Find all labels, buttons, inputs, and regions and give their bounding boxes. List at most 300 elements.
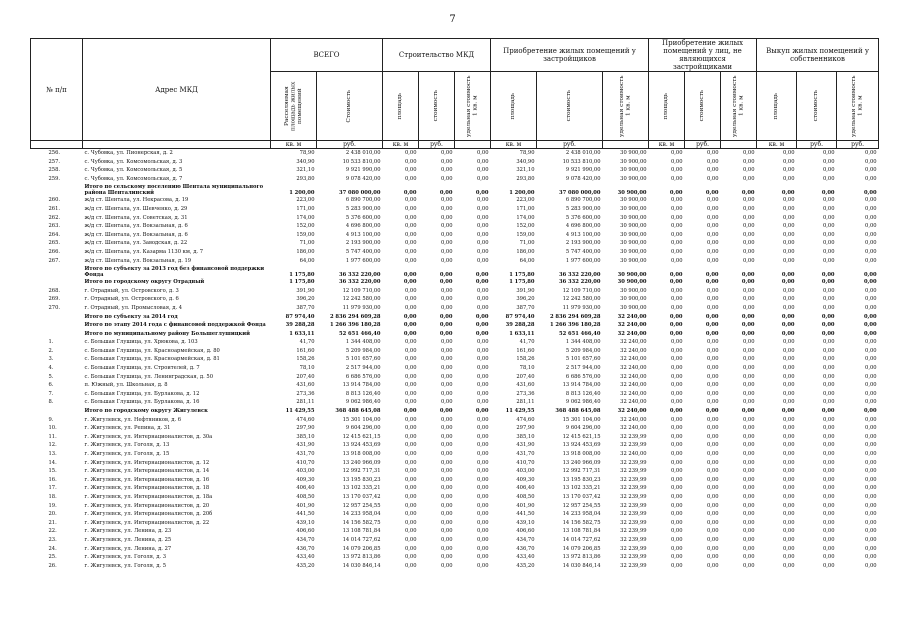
- row-value: 0,00: [742, 485, 755, 492]
- row-address: с. Большая Глушица, ул. Бурлакова, д. 12: [84, 390, 200, 397]
- row-value: 0,00: [670, 554, 683, 561]
- row-value: 0,00: [440, 296, 453, 303]
- row-value: 2 438 010,00: [565, 150, 601, 156]
- row-address: г. Жигулевск, ул. Интернационалистов, д. 12: [84, 459, 210, 466]
- row-value: 0,00: [476, 158, 489, 165]
- row-value: 161,60: [516, 347, 535, 354]
- row-value: 0,00: [822, 158, 835, 165]
- row-value: 0,00: [865, 493, 877, 500]
- row-number: 270.: [48, 304, 61, 311]
- row-value: 273,36: [296, 390, 315, 397]
- row-value: 1 266 396 180,28: [329, 322, 381, 329]
- row-value: 0,00: [782, 240, 795, 247]
- row-value: 0,00: [822, 197, 835, 204]
- row-value: 0,00: [440, 433, 453, 440]
- table-row: [31, 450, 879, 459]
- row-value: 409,30: [516, 476, 535, 483]
- row-value: 5 101 657,60: [565, 356, 601, 363]
- row-value: 0,00: [865, 197, 877, 204]
- row-value: 0,00: [863, 190, 877, 197]
- row-value: 0,00: [440, 248, 453, 255]
- row-value: 0,00: [670, 416, 683, 423]
- row-value: 0,00: [440, 167, 453, 174]
- row-value: 87 974,40: [505, 313, 535, 320]
- row-value: 0,00: [865, 442, 877, 449]
- row-value: 0,00: [670, 519, 683, 526]
- table-body: [31, 149, 879, 571]
- row-value: 0,00: [440, 399, 453, 406]
- row-value: 13 195 830,23: [342, 476, 381, 483]
- row-value: 433,40: [296, 554, 315, 561]
- row-value: 14 014 727,62: [342, 536, 381, 543]
- row-address: с. Большая Глушица, ул. Хрюкова, д. 103: [84, 339, 198, 346]
- row-value: 11 429,55: [505, 408, 535, 415]
- row-value: 0,00: [782, 451, 795, 457]
- row-value: 368 488 645,08: [555, 408, 601, 415]
- row-value: 0,00: [822, 175, 835, 182]
- row-value: 152,00: [296, 223, 315, 230]
- row-value: 32 239,99: [620, 519, 647, 526]
- row-address: г. Отрадный, ул. Промысловая, д. 4: [84, 304, 183, 311]
- row-value: 0,00: [403, 313, 417, 320]
- row-number: 267.: [48, 257, 61, 264]
- row-value: 32 240,00: [620, 339, 647, 346]
- row-value: 0,00: [822, 554, 835, 561]
- row-value: 37 080 000,00: [339, 190, 381, 197]
- row-value: 0,00: [476, 562, 489, 569]
- row-value: 32 240,00: [620, 347, 647, 354]
- row-value: 0,00: [863, 408, 877, 415]
- row-value: 0,00: [822, 476, 835, 483]
- row-value: 406,60: [516, 528, 535, 535]
- row-value: 0,00: [706, 485, 719, 492]
- row-value: 0,00: [822, 485, 835, 492]
- row-value: 10 533 810,00: [342, 158, 381, 165]
- header-subcolumn-label: площадь: [773, 92, 780, 120]
- row-value: 87 974,40: [285, 313, 315, 320]
- table-row: [31, 175, 879, 184]
- row-value: 9 921 990,00: [565, 167, 601, 174]
- row-value: 0,00: [706, 459, 719, 466]
- row-value: 0,00: [706, 257, 719, 264]
- row-value: 436,70: [296, 545, 315, 552]
- row-value: 1 977 600,00: [565, 257, 601, 264]
- row-value: 0,00: [705, 322, 719, 329]
- row-value: 0,00: [742, 451, 755, 457]
- row-value: 0,00: [475, 322, 489, 329]
- row-value: 52 651 466,40: [559, 330, 601, 337]
- row-value: 0,00: [822, 536, 835, 543]
- row-number: 9.: [48, 416, 54, 423]
- row-value: 0,00: [822, 519, 835, 526]
- row-value: 0,00: [706, 223, 719, 230]
- row-number: 12.: [48, 442, 57, 449]
- table-row: [31, 381, 879, 390]
- row-value: 30 900,00: [620, 205, 647, 212]
- row-value: 0,00: [706, 502, 719, 509]
- row-value: 0,00: [440, 257, 453, 264]
- row-value: 0,00: [865, 433, 877, 440]
- row-value: 0,00: [670, 511, 683, 518]
- row-value: 0,00: [822, 399, 835, 406]
- row-value: 0,00: [670, 468, 683, 475]
- row-value: 0,00: [706, 476, 719, 483]
- row-value: 0,00: [822, 296, 835, 303]
- row-value: 0,00: [742, 214, 755, 221]
- row-number: 15.: [48, 468, 57, 475]
- row-value: 0,00: [670, 528, 683, 535]
- row-value: 0,00: [822, 382, 835, 389]
- row-value: 0,00: [706, 304, 719, 311]
- row-address: с. Чубовка, ул. Пионерская, д. 2: [84, 150, 173, 156]
- row-value: 0,00: [440, 451, 453, 457]
- row-number: 257.: [48, 158, 61, 165]
- row-value: 0,00: [670, 197, 683, 204]
- table-row: [31, 416, 879, 425]
- row-value: 0,00: [822, 214, 835, 221]
- row-value: 0,00: [476, 356, 489, 363]
- row-value: 0,00: [403, 279, 417, 286]
- row-value: 0,00: [705, 190, 719, 197]
- row-value: 0,00: [742, 382, 755, 389]
- row-value: 0,00: [670, 390, 683, 397]
- row-value: 32 240,00: [620, 416, 647, 423]
- row-value: 32 239,99: [620, 528, 647, 535]
- header-unit: руб.: [685, 141, 721, 149]
- row-value: 387,70: [516, 304, 535, 311]
- row-value: 431,60: [516, 382, 535, 389]
- row-value: 0,00: [782, 231, 795, 238]
- row-value: 1 344 408,00: [345, 339, 381, 346]
- table-row: [31, 510, 879, 519]
- row-value: 0,00: [865, 240, 877, 247]
- row-value: 2 438 010,00: [345, 150, 381, 156]
- row-value: 0,00: [822, 390, 835, 397]
- row-value: 0,00: [670, 304, 683, 311]
- row-value: 0,00: [440, 536, 453, 543]
- row-value: 0,00: [476, 459, 489, 466]
- row-address: ж/д ст. Шентала, ул. Шевченко, д. 29: [84, 205, 188, 212]
- row-value: 9 078 420,00: [345, 175, 381, 182]
- row-value: 158,26: [296, 356, 315, 363]
- row-value: 0,00: [742, 545, 755, 552]
- row-value: 0,00: [865, 554, 877, 561]
- row-value: 0,00: [782, 304, 795, 311]
- row-address: г. Жигулевск, ул. Интернационалистов, д. 22: [84, 519, 210, 526]
- row-number: 259.: [48, 175, 61, 182]
- row-value: 13 102 335,21: [562, 485, 601, 492]
- row-value: 0,00: [440, 347, 453, 354]
- row-value: 0,00: [404, 296, 417, 303]
- row-value: 32 239,99: [620, 433, 647, 440]
- row-value: 0,00: [404, 442, 417, 449]
- row-value: 0,00: [670, 167, 683, 174]
- row-value: 0,00: [404, 373, 417, 380]
- row-value: 0,00: [475, 408, 489, 415]
- row-value: 0,00: [822, 257, 835, 264]
- row-value: 0,00: [706, 493, 719, 500]
- row-value: 0,00: [865, 356, 877, 363]
- row-value: 159,00: [296, 231, 315, 238]
- row-value: 174,00: [516, 214, 535, 221]
- row-value: 5 283 900,00: [565, 205, 601, 212]
- row-value: 171,00: [296, 205, 315, 212]
- row-value: 0,00: [741, 272, 755, 279]
- row-value: 0,00: [742, 476, 755, 483]
- row-value: 0,00: [670, 373, 683, 380]
- header-subcolumn-label: стоимость: [699, 90, 706, 122]
- row-value: 6 890 700,00: [345, 197, 381, 204]
- row-value: 0,00: [706, 296, 719, 303]
- row-value: 0,00: [706, 468, 719, 475]
- row-value: 71,00: [519, 240, 535, 247]
- table-subtotal-row: [31, 265, 879, 278]
- row-value: 0,00: [440, 304, 453, 311]
- row-value: 12 992 717,31: [562, 468, 601, 475]
- row-value: 2 836 294 609,28: [549, 313, 601, 320]
- row-value: 436,70: [516, 545, 535, 552]
- row-value: 0,00: [476, 373, 489, 380]
- table-row: [31, 424, 879, 433]
- row-value: 0,00: [821, 279, 835, 286]
- row-value: 0,00: [782, 528, 795, 535]
- row-value: 30 900,00: [620, 231, 647, 238]
- row-value: 0,00: [781, 330, 795, 337]
- row-address: ж/д ст. Шентала, ул. Некрасова, д. 19: [84, 197, 189, 204]
- row-value: 0,00: [782, 347, 795, 354]
- row-value: 408,50: [296, 493, 315, 500]
- header-subcolumn: [419, 72, 455, 141]
- row-value: 13 102 335,21: [342, 485, 381, 492]
- row-address: с. Большая Глушица, ул. Бурлакова, д. 16: [84, 399, 200, 406]
- row-value: 32 239,99: [620, 511, 647, 518]
- row-value: 41,70: [519, 339, 535, 346]
- row-value: 1 175,80: [509, 279, 535, 286]
- row-value: 32 239,99: [620, 493, 647, 500]
- table-subtotal-row: [31, 330, 879, 339]
- row-value: 0,00: [706, 167, 719, 174]
- row-value: 0,00: [822, 167, 835, 174]
- row-value: 0,00: [865, 390, 877, 397]
- row-value: 0,00: [782, 536, 795, 543]
- row-value: 0,00: [742, 205, 755, 212]
- row-value: 340,90: [516, 158, 535, 165]
- row-value: 0,00: [822, 528, 835, 535]
- row-value: 0,00: [782, 554, 795, 561]
- row-value: 0,00: [782, 459, 795, 466]
- row-value: 0,00: [822, 287, 835, 294]
- row-value: 0,00: [706, 205, 719, 212]
- row-value: 0,00: [741, 313, 755, 320]
- row-value: 0,00: [822, 433, 835, 440]
- row-value: 0,00: [782, 356, 795, 363]
- row-value: 0,00: [865, 502, 877, 509]
- row-value: 159,00: [516, 231, 535, 238]
- table-row: [31, 476, 879, 485]
- row-value: 13 240 966,09: [562, 459, 601, 466]
- row-value: 0,00: [742, 158, 755, 165]
- row-value: 0,00: [475, 272, 489, 279]
- row-address: Итого по городскому округу Жигулевск: [84, 408, 208, 415]
- row-value: 0,00: [476, 205, 489, 212]
- row-value: 15 301 104,00: [562, 416, 601, 423]
- row-value: 0,00: [476, 347, 489, 354]
- row-value: 0,00: [781, 190, 795, 197]
- row-value: 0,00: [439, 313, 453, 320]
- row-value: 0,00: [741, 322, 755, 329]
- header-unit: руб.: [317, 141, 383, 149]
- row-number: 24.: [48, 545, 57, 552]
- row-value: 0,00: [706, 347, 719, 354]
- row-value: 0,00: [440, 493, 453, 500]
- row-value: 0,00: [404, 459, 417, 466]
- row-value: 433,40: [516, 554, 535, 561]
- row-value: 0,00: [670, 296, 683, 303]
- row-value: 0,00: [440, 442, 453, 449]
- table-row: [31, 519, 879, 528]
- row-value: 0,00: [865, 214, 877, 221]
- row-value: 0,00: [782, 197, 795, 204]
- row-value: 0,00: [440, 175, 453, 182]
- row-value: 13 924 453,69: [562, 442, 601, 449]
- table-row: [31, 231, 879, 240]
- row-value: 0,00: [742, 554, 755, 561]
- row-value: 368 488 645,08: [335, 408, 381, 415]
- row-value: 0,00: [741, 190, 755, 197]
- row-value: 321,10: [516, 167, 535, 174]
- row-value: 30 900,00: [620, 197, 647, 204]
- row-value: 223,00: [296, 197, 315, 204]
- table-row: [31, 222, 879, 231]
- row-number: 6.: [48, 382, 54, 389]
- row-value: 0,00: [863, 322, 877, 329]
- row-value: 0,00: [782, 416, 795, 423]
- row-value: 0,00: [865, 287, 877, 294]
- header-unit: [455, 141, 491, 149]
- row-value: 14 030 846,14: [342, 562, 381, 569]
- row-address: Итого по субъекту за 2014 год: [84, 313, 178, 320]
- row-value: 0,00: [865, 459, 877, 466]
- page-number: 7: [449, 14, 456, 25]
- row-value: 161,60: [296, 347, 315, 354]
- row-value: 0,00: [439, 330, 453, 337]
- row-value: 0,00: [475, 279, 489, 286]
- row-value: 0,00: [476, 390, 489, 397]
- row-value: 0,00: [742, 425, 755, 432]
- header-unit: кв. м: [491, 141, 537, 149]
- row-value: 0,00: [404, 365, 417, 372]
- row-value: 14 156 582,75: [562, 519, 601, 526]
- row-value: 0,00: [822, 416, 835, 423]
- row-number: 26.: [48, 562, 57, 569]
- housing-table: [30, 38, 879, 570]
- row-address: Итого по этапу 2014 года с финансовой поддержкой Фонда: [84, 322, 266, 329]
- header-subcolumn: [603, 72, 649, 141]
- row-value: 0,00: [476, 536, 489, 543]
- row-value: 0,00: [440, 231, 453, 238]
- row-value: 71,00: [299, 240, 315, 247]
- row-number: 269.: [48, 296, 61, 303]
- row-value: 0,00: [782, 519, 795, 526]
- row-address: Итого по городскому округу Отрадный: [84, 279, 205, 286]
- row-value: 0,00: [404, 158, 417, 165]
- row-address: г. Жигулевск, ул. Гоголя, д. 13: [84, 442, 170, 449]
- row-value: 0,00: [403, 272, 417, 279]
- row-value: 0,00: [404, 390, 417, 397]
- row-address: Итого по сельскому поселению Шентала муниципального района Шенталинский: [84, 183, 264, 196]
- row-value: 32 239,99: [620, 442, 647, 449]
- row-value: 0,00: [476, 468, 489, 475]
- row-number: [31, 330, 83, 339]
- row-value: 0,00: [475, 313, 489, 320]
- row-value: 0,00: [404, 223, 417, 230]
- row-value: 4 913 100,00: [565, 231, 601, 238]
- row-value: 0,00: [865, 175, 877, 182]
- row-value: 13 924 453,69: [342, 442, 381, 449]
- row-number: 3.: [48, 356, 54, 363]
- row-address: г. Жигулевск, ул. Интернационалистов, д. 30а: [84, 433, 213, 440]
- row-value: 0,00: [782, 511, 795, 518]
- row-value: 0,00: [670, 536, 683, 543]
- row-value: 0,00: [670, 158, 683, 165]
- row-value: 0,00: [669, 330, 683, 337]
- row-value: 0,00: [440, 205, 453, 212]
- row-number: 2.: [48, 347, 54, 354]
- table-row: [31, 433, 879, 442]
- row-value: 0,00: [742, 390, 755, 397]
- row-value: 0,00: [742, 223, 755, 230]
- row-address: ж/д ст. Шентала, ул. Вокзальная, д. 19: [84, 257, 192, 264]
- row-value: 409,30: [296, 476, 315, 483]
- row-value: 0,00: [865, 205, 877, 212]
- row-value: 78,10: [519, 365, 535, 372]
- row-value: 0,00: [439, 279, 453, 286]
- row-value: 410,70: [516, 459, 535, 466]
- row-value: 0,00: [403, 330, 417, 337]
- row-value: 0,00: [742, 511, 755, 518]
- header-unit: кв. м: [757, 141, 797, 149]
- header-subcolumn-label: Стоимость: [346, 89, 353, 123]
- row-value: 401,90: [516, 502, 535, 509]
- row-value: 0,00: [439, 272, 453, 279]
- row-value: 396,20: [296, 296, 315, 303]
- row-value: 5 283 900,00: [345, 205, 381, 212]
- row-value: 387,70: [296, 304, 315, 311]
- header-subcolumn: [537, 72, 603, 141]
- row-value: 434,70: [296, 536, 315, 543]
- row-value: 0,00: [404, 304, 417, 311]
- row-value: 0,00: [440, 356, 453, 363]
- row-value: 0,00: [404, 511, 417, 518]
- row-value: 0,00: [822, 304, 835, 311]
- row-value: 12 957 254,55: [562, 502, 601, 509]
- row-value: 0,00: [670, 257, 683, 264]
- row-value: 30 900,00: [620, 296, 647, 303]
- row-address: с. Большая Глушица, ул. Красноармейская, д. 80: [84, 347, 220, 354]
- row-value: 297,90: [296, 425, 315, 432]
- row-address: Итого по субъекту за 2013 год без финансовой поддержки Фонда: [84, 265, 265, 278]
- row-value: 0,00: [404, 554, 417, 561]
- header-subcolumn-label: площадь: [397, 92, 404, 120]
- row-value: 0,00: [440, 150, 453, 156]
- row-value: 13 240 966,09: [342, 459, 381, 466]
- row-address: г. Жигулевск, ул. Интернационалистов, д. 16: [84, 476, 210, 483]
- row-value: 30 900,00: [617, 190, 647, 197]
- row-value: 2 517 944,00: [565, 365, 601, 372]
- table-subtotal-row: [31, 407, 879, 416]
- row-value: 0,00: [440, 240, 453, 247]
- row-value: 0,00: [865, 150, 877, 156]
